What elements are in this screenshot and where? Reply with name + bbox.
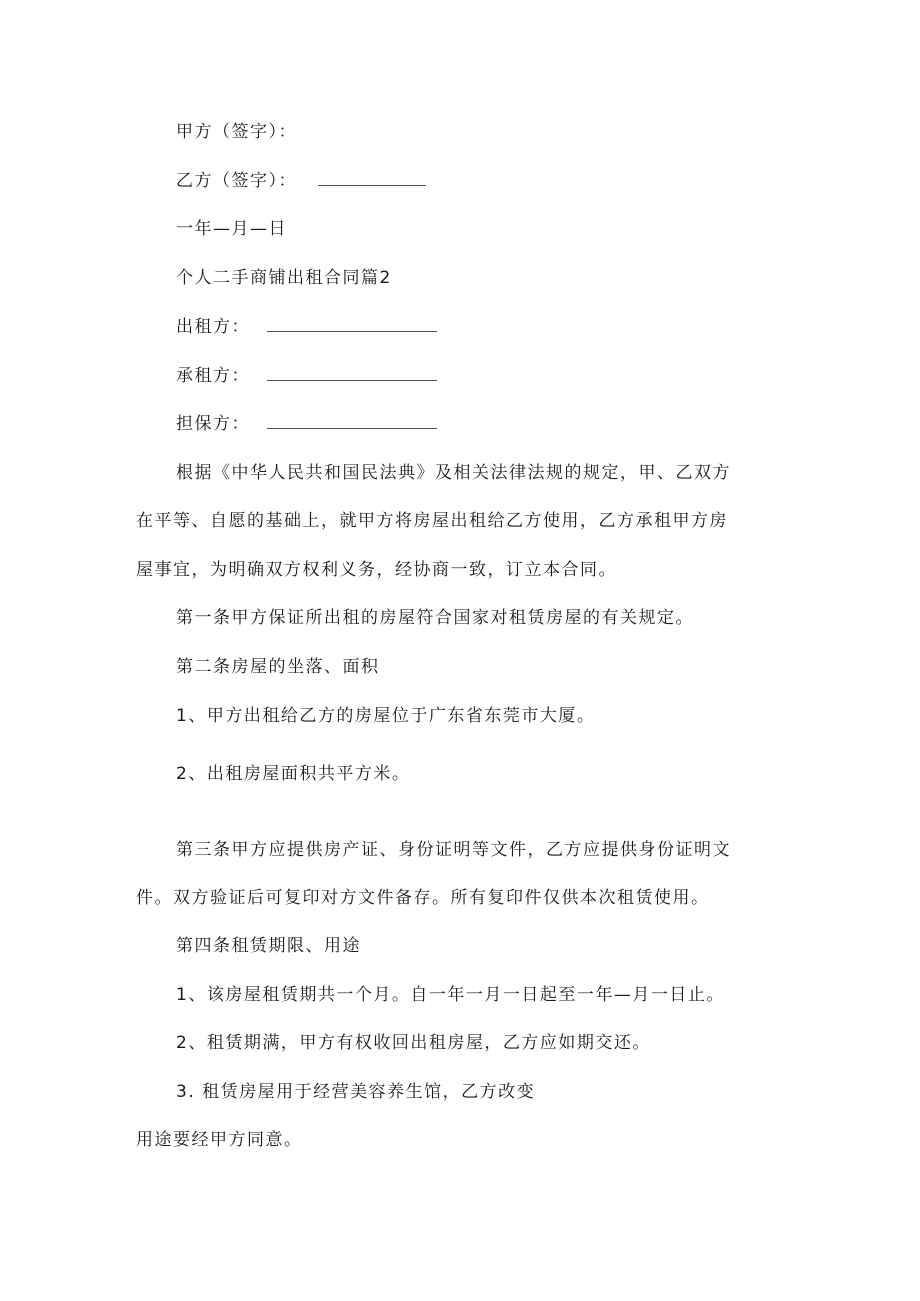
guarantor-label: 担保方： [176, 414, 250, 434]
article-4-item-3-line-1: 3. 租赁房屋用于经营美容养生馆，乙方改变 [176, 1082, 536, 1102]
lessor-blank [267, 317, 437, 332]
party-a-signature-label: 甲方（签字）： [176, 122, 297, 142]
party-b-signature-line [176, 169, 426, 193]
article-4-title: 第四条租赁期限、用途 [176, 936, 361, 956]
guarantor-line [176, 412, 437, 436]
date-line: 一年—月—日 [176, 219, 287, 239]
article-2-item-1: 1、甲方出租给乙方的房屋位于广东省东莞市大厦。 [176, 706, 596, 726]
article-4-item-3-line-2: 用途要经甲方同意。 [136, 1130, 303, 1150]
lessor-line [176, 315, 437, 339]
article-2-item-2: 2、出租房屋面积共平方米。 [176, 764, 411, 784]
preamble-line-2: 在平等、自愿的基础上，就甲方将房屋出租给乙方使用，乙方承租甲方房 [136, 511, 728, 531]
lessee-label: 承租方： [176, 366, 250, 386]
article-2-title: 第二条房屋的坐落、面积 [176, 657, 380, 677]
article-4-item-2: 2、租赁期满，甲方有权收回出租房屋，乙方应如期交还。 [176, 1033, 651, 1053]
contract-title: 个人二手商铺出租合同篇2 [176, 268, 392, 288]
party-a-signature-line [176, 120, 297, 144]
lessor-label: 出租方： [176, 317, 250, 337]
article-3-line-2: 件。双方验证后可复印对方文件备存。所有复印件仅供本次租赁使用。 [136, 888, 710, 908]
article-4-item-1: 1、该房屋租赁期共一个月。自一年一月一日起至一年—月一日止。 [176, 985, 725, 1005]
preamble-line-3: 屋事宜，为明确双方权利义务，经协商一致，订立本合同。 [136, 560, 617, 580]
article-1: 第一条甲方保证所出租的房屋符合国家对租赁房屋的有关规定。 [176, 608, 694, 628]
lessee-blank [267, 366, 437, 381]
guarantor-blank [267, 414, 437, 429]
party-b-signature-label: 乙方（签字）： [176, 171, 297, 191]
party-b-signature-blank [318, 171, 426, 186]
preamble-line-1: 根据《中华人民共和国民法典》及相关法律法规的规定，甲、乙双方 [176, 463, 731, 483]
lessee-line [176, 364, 437, 388]
article-3-line-1: 第三条甲方应提供房产证、身份证明等文件，乙方应提供身份证明文 [176, 840, 731, 860]
